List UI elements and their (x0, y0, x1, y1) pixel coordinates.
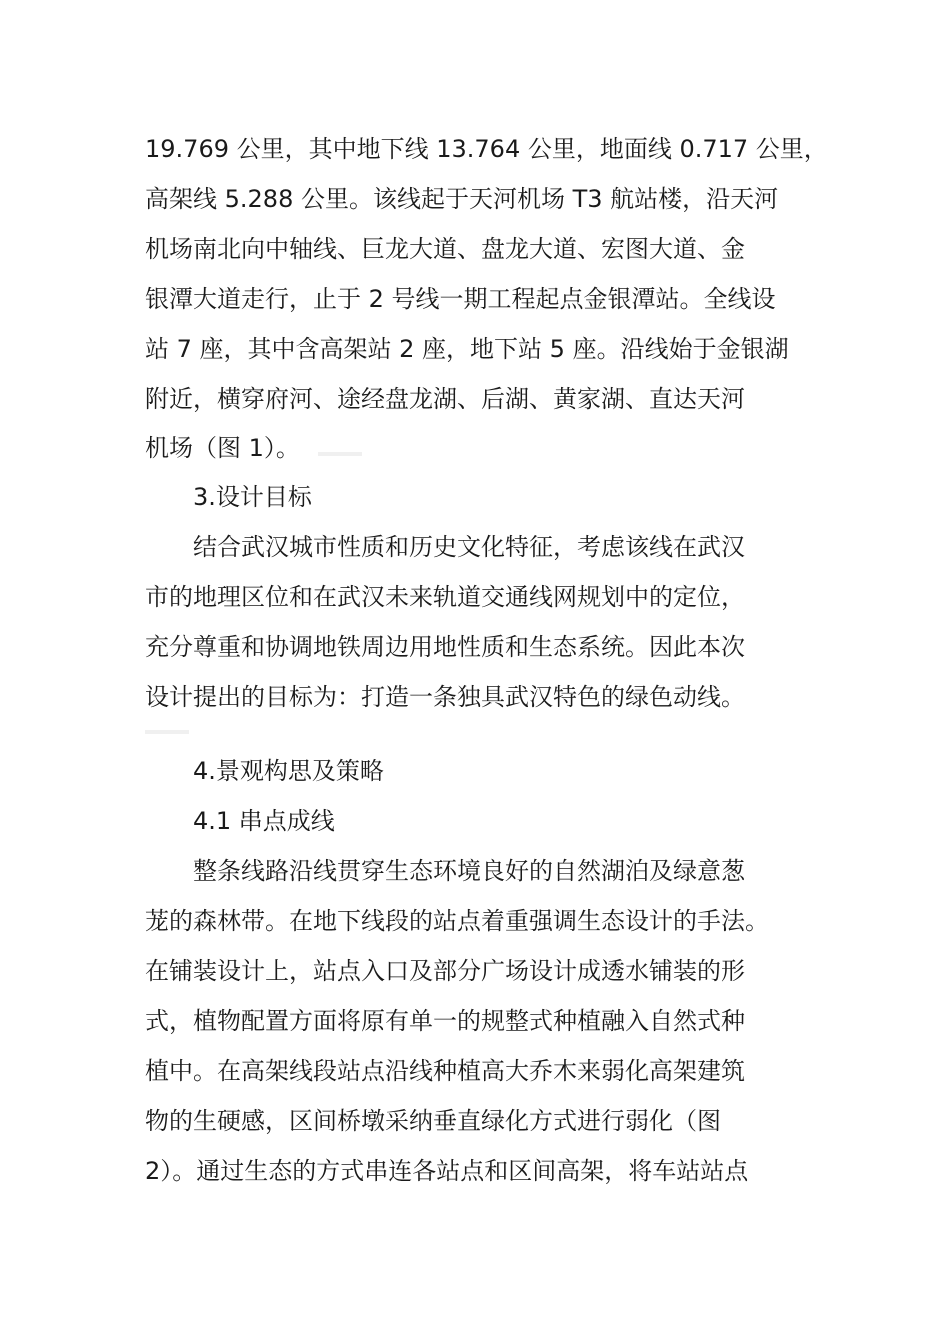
paragraph-line: 银潭大道走行，止于 2 号线一期工程起点金银潭站。全线设 (145, 285, 776, 313)
faint-mark (145, 730, 189, 734)
paragraph-line: 设计提出的目标为：打造一条独具武汉特色的绿色动线。 (145, 683, 745, 711)
paragraph-line: 充分尊重和协调地铁周边用地性质和生态系统。因此本次 (145, 633, 745, 661)
paragraph-line: 式，植物配置方面将原有单一的规整式种植融入自然式种 (145, 1007, 745, 1035)
paragraph-line: 机场南北向中轴线、巨龙大道、盘龙大道、宏图大道、金 (145, 235, 745, 263)
paragraph-line: 19.769 公里，其中地下线 13.764 公里，地面线 0.717 公里， (145, 135, 828, 163)
section-heading: 4.景观构思及策略 (193, 757, 384, 785)
subsection-heading: 4.1 串点成线 (193, 807, 335, 835)
paragraph-line: 茏的森林带。在地下线段的站点着重强调生态设计的手法。 (145, 907, 769, 935)
faint-mark (318, 452, 362, 456)
paragraph-line: 站 7 座，其中含高架站 2 座，地下站 5 座。沿线始于金银湖 (145, 335, 789, 363)
paragraph-line: 在铺装设计上，站点入口及部分广场设计成透水铺装的形 (145, 957, 745, 985)
paragraph-line: 机场（图 1）。 (145, 434, 300, 462)
paragraph-line: 2）。通过生态的方式串连各站点和区间高架，将车站站点 (145, 1157, 749, 1185)
paragraph-line: 高架线 5.288 公里。该线起于天河机场 T3 航站楼，沿天河 (145, 185, 779, 213)
paragraph-line: 市的地理区位和在武汉未来轨道交通线网规划中的定位， (145, 583, 745, 611)
paragraph-line: 结合武汉城市性质和历史文化特征，考虑该线在武汉 (193, 533, 745, 561)
paragraph-line: 物的生硬感，区间桥墩采纳垂直绿化方式进行弱化（图 (145, 1107, 721, 1135)
paragraph-line: 附近，横穿府河、途经盘龙湖、后湖、黄家湖、直达天河 (145, 385, 745, 413)
paragraph-line: 整条线路沿线贯穿生态环境良好的自然湖泊及绿意葱 (193, 857, 745, 885)
paragraph-line: 植中。在高架线段站点沿线种植高大乔木来弱化高架建筑 (145, 1057, 745, 1085)
section-heading: 3.设计目标 (193, 483, 312, 511)
